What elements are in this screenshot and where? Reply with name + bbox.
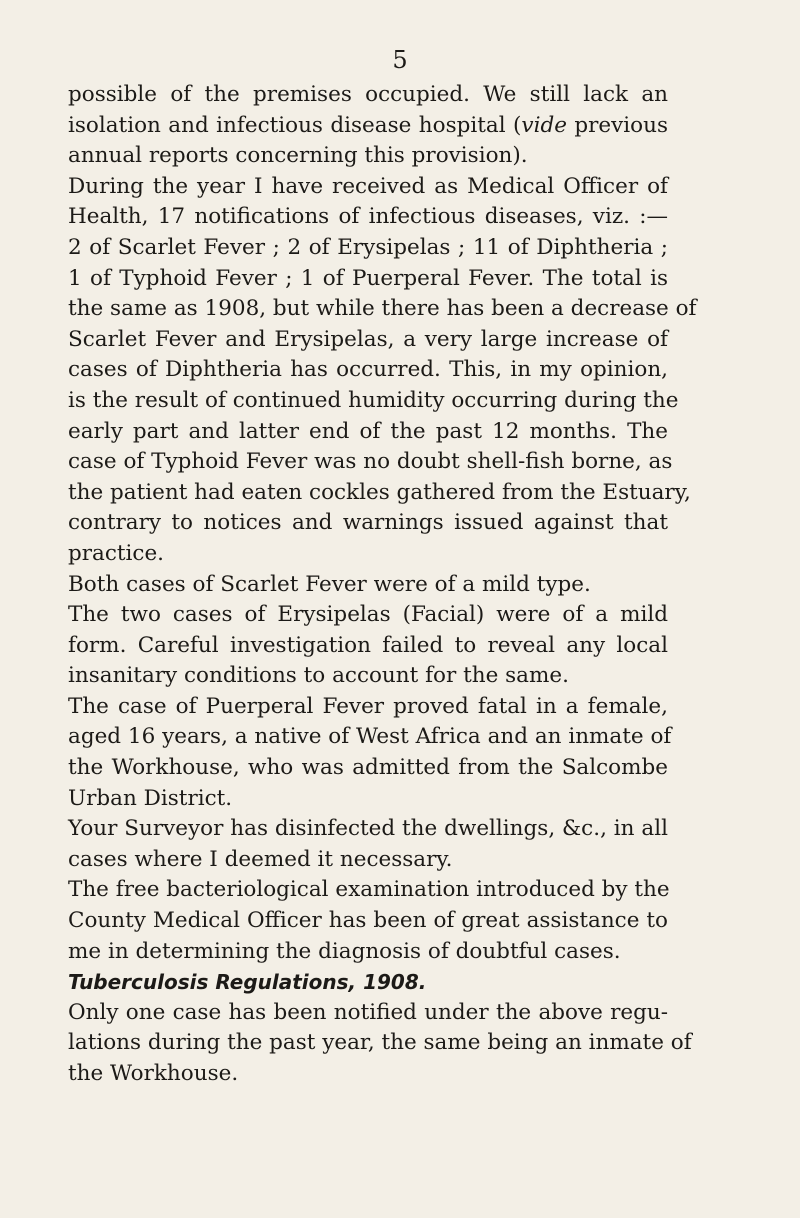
- text-line: County Medical Officer has been of great assistance to: [68, 908, 668, 934]
- paragraph-5: [68, 692, 672, 814]
- text-line: cases where I deemed it necessary.: [68, 846, 453, 872]
- document-body: [68, 80, 697, 1090]
- text-line: The free bacteriological examination introduced by the: [68, 877, 670, 903]
- text-line: early part and latter end of the past 12 months. The: [68, 418, 668, 444]
- page-number: 5: [392, 46, 408, 74]
- paragraph-7: [68, 875, 668, 967]
- paragraph-6: [68, 814, 668, 875]
- text-line: insanitary conditions to account for the same.: [68, 663, 569, 689]
- paragraph-4: [68, 600, 668, 692]
- text-line: cases of Diphtheria has occurred. This, in my opinion,: [68, 357, 668, 383]
- text-segment: isolation and infectious disease hospital (: [68, 112, 522, 138]
- paragraph-1: [68, 80, 668, 172]
- text-line: lations during the past year, the same being an inmate of: [68, 1030, 692, 1056]
- text-line: Only one case has been notified under the above regu-: [68, 999, 668, 1025]
- text-line: the same as 1908, but while there has been a decrease of: [68, 296, 697, 322]
- text-line: the Workhouse, who was admitted from the Salcombe: [68, 755, 668, 781]
- text-line: Scarlet Fever and Erysipelas, a very large increase of: [68, 326, 668, 352]
- text-line: possible of the premises occupied. We still lack an: [68, 82, 668, 107]
- text-line: The case of Puerperal Fever proved fatal in a female,: [68, 693, 668, 719]
- text-line: the Workhouse.: [68, 1061, 239, 1086]
- text-line: Urban District.: [68, 785, 233, 811]
- vide-emphasis: vide: [521, 112, 567, 138]
- text-line: the patient had eaten cockles gathered from the Estuary,: [68, 479, 691, 505]
- text-line: me in determining the diagnosis of doubtful cases.: [68, 938, 621, 964]
- text-line: During the year I have received as Medical Officer of: [68, 173, 668, 199]
- paragraph-2: [68, 172, 697, 570]
- text-line: form. Careful investigation failed to reveal any local: [68, 632, 668, 658]
- text-line: 1 of Typhoid Fever ; 1 of Puerperal Fever. The total is: [68, 265, 668, 291]
- closing-paragraph: [68, 998, 692, 1090]
- text-line: case of Typhoid Fever was no doubt shell-fish borne, as: [68, 449, 673, 475]
- text-segment: previous: [566, 112, 668, 138]
- text-line: is the result of continued humidity occurring during the: [68, 387, 679, 413]
- text-line: The two cases of Erysipelas (Facial) were of a mild: [68, 602, 668, 628]
- text-line: practice.: [68, 540, 165, 566]
- text-line: Both cases of Scarlet Fever were of a mild type.: [68, 571, 591, 597]
- text-line: annual reports concerning this provision).: [68, 143, 528, 169]
- paragraph-3: [68, 570, 668, 601]
- section-heading: Tuberculosis Regulations, 1908.: [68, 970, 427, 995]
- text-line: Your Surveyor has disinfected the dwellings, &c., in all: [68, 816, 668, 842]
- text-line: contrary to notices and warnings issued against that: [68, 510, 668, 536]
- text-line-with-emphasis: [68, 111, 668, 142]
- text-line: aged 16 years, a native of West Africa and an inmate of: [68, 724, 672, 750]
- text-line: 2 of Scarlet Fever ; 2 of Erysipelas ; 11 of Diphtheria ;: [68, 234, 668, 260]
- text-line: Health, 17 notifications of infectious diseases, viz. :—: [68, 204, 668, 230]
